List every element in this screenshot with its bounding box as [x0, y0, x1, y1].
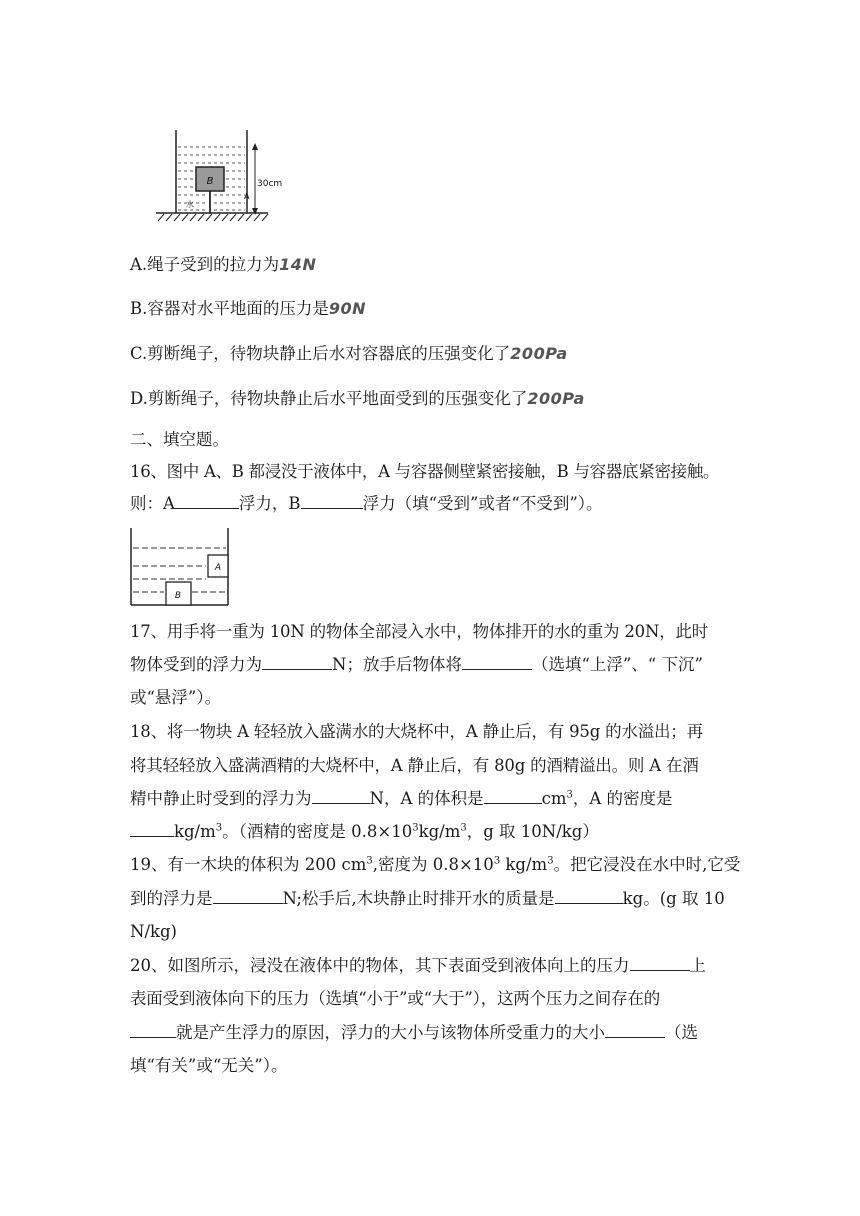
- q19-line1: 19、有一木块的体积为 200 $cm^3$,密度为 $0.8\times 10^3$ $kg/m^3$。把它浸没在水中时,它受: [130, 855, 741, 874]
- q20-line4: 填“有关”或“无关”）。: [130, 1056, 288, 1075]
- figure-ab-container: [128, 526, 234, 608]
- q18-line1: 18、将一物块 A 轻轻放入盛满水的大烧杯中，A 静止后，有 95g 的水溢出；再: [130, 722, 703, 741]
- block-b2-label: B: [174, 591, 182, 601]
- q18-blank-a[interactable]: [312, 789, 370, 804]
- q18-blank-b[interactable]: [484, 789, 542, 804]
- figure-container-block: [150, 125, 283, 225]
- option-c-value: 200Pa: [510, 344, 568, 363]
- q16-line2: 则：A 浮力，B 浮力（填“受到”或者“不受到”）。: [130, 494, 603, 513]
- q16-blank-a[interactable]: [175, 494, 239, 509]
- option-d-value: 200Pa: [527, 389, 585, 408]
- q19-line2: 到的浮力是 N;松手后,木块静止时排开水的质量是 kg。(g 取 10: [130, 889, 725, 908]
- q20-line2: 表面受到液体向下的压力（选填“小于”或“大于”），这两个压力之间存在的: [130, 989, 660, 1008]
- q17-blank-a[interactable]: [262, 655, 332, 670]
- q18-line3: 精中静止时受到的浮力为 N，A 的体积是 $cm^3$，A 的密度是: [130, 789, 673, 808]
- q17-line1: 17、用手将一重为 10N 的物体全部浸入水中，物体排开的水的重为 20N，此时: [130, 622, 709, 641]
- q17-blank-b[interactable]: [462, 655, 532, 670]
- q19-blank-a[interactable]: [213, 889, 283, 904]
- option-b: B.容器对水平地面的压力是90N: [130, 299, 367, 318]
- rope-label: A: [244, 192, 250, 201]
- block-b-label: B: [206, 176, 214, 187]
- option-c: C.剪断绳子，待物块静止后水对容器底的压强变化了200Pa: [130, 344, 568, 363]
- q17-line2: 物体受到的浮力为 N；放手后物体将 （选填“上浮”、“ 下沉”: [130, 655, 703, 674]
- option-d: D.剪断绳子，待物块静止后水平地面受到的压强变化了200Pa: [130, 389, 585, 408]
- q18-line4: $kg/m^3$。（酒精的密度是 $0.8\times 10^3kg/m^3$，g 取 10N/kg）: [130, 822, 599, 842]
- q19-blank-b[interactable]: [555, 889, 623, 904]
- q16-blank-b[interactable]: [301, 494, 363, 509]
- q20-line1: 20、如图所示，浸没在液体中的物体，其下表面受到液体向上的压力 上: [130, 956, 706, 975]
- q18-line2: 将其轻轻放入盛满酒精的大烧杯中，A 静止后，有 80g 的酒精溢出。则 A 在酒: [130, 756, 699, 775]
- height-label: 30cm: [257, 179, 283, 189]
- q20-line3: 就是产生浮力的原因，浮力的大小与该物体所受重力的大小 （选: [130, 1023, 698, 1043]
- water-label: 水: [186, 200, 194, 209]
- section-title: 二、填空题。: [130, 430, 229, 449]
- block-a-label: A: [214, 563, 222, 573]
- option-a-value: 14N: [279, 255, 317, 274]
- q18-blank-c[interactable]: [130, 822, 174, 837]
- q20-blank-c[interactable]: [605, 1023, 665, 1038]
- option-b-value: 90N: [328, 299, 367, 318]
- q19-line3: N/kg): [130, 922, 177, 941]
- option-a: A.绳子受到的拉力为14N: [130, 255, 317, 274]
- q17-line3: 或“悬浮”）。: [130, 688, 222, 707]
- q20-blank-b[interactable]: [130, 1023, 176, 1038]
- q16-line1: 16、图中 A、B 都浸没于液体中，A 与容器侧壁紧密接触，B 与容器底紧密接触。: [130, 462, 720, 481]
- q20-blank-a[interactable]: [630, 956, 690, 971]
